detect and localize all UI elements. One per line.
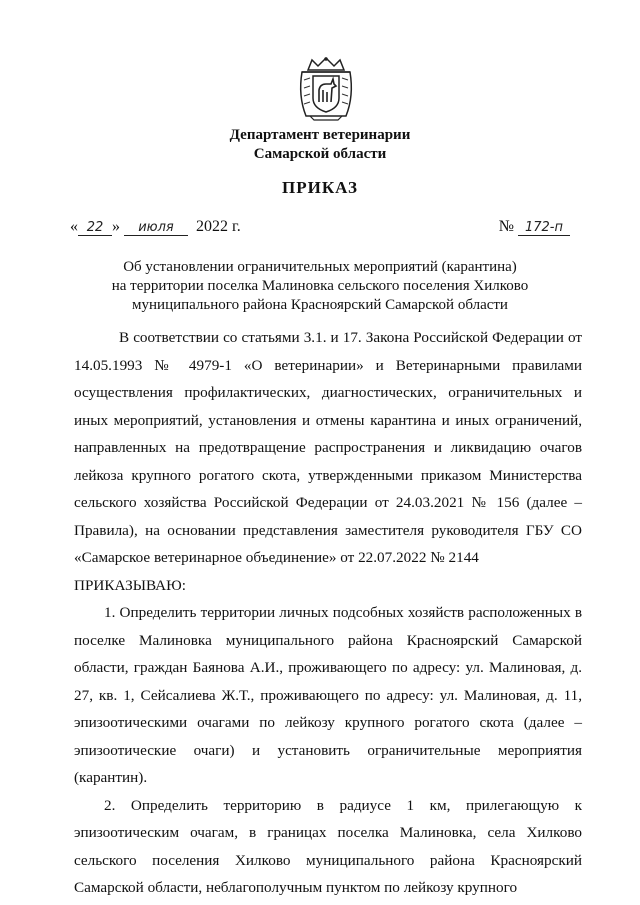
order-number — [499, 218, 570, 236]
department-line-2: Самарской области — [253, 146, 387, 162]
date-month: июля — [124, 220, 188, 236]
subject-line-2: на территории поселка Малиновка сельского поселения Хилково — [111, 278, 529, 294]
samara-coat-of-arms-icon — [296, 56, 356, 122]
date-year: 2022 г. — [196, 218, 241, 235]
date-day: 22 — [78, 220, 112, 236]
subject-line-1: Об установлении ограничительных мероприятий (карантина) — [123, 259, 517, 275]
order-item-1: 1. Определить территории личных подсобных хозяйств расположенных в поселке Малиновка муниципального района Красноярский Самарской области, граждан Баянова А.И., проживающего по адресу: ул. Малиновая, д. 27, кв. 1, Сейсалиева Ж.Т., проживающего по адресу: ул. Малиновая, д. 11, эпизоотическими очагами по лейкозу крупного рогатого скота (далее – эпизоотические очаги) и установить ограничительные мероприятия (карантин). — [74, 604, 582, 786]
order-date — [70, 218, 241, 236]
document-title: ПРИКАЗ — [282, 178, 358, 197]
order-item-2: 2. Определить территорию в радиусе 1 км, прилегающую к эпизоотическим очагам, в границах поселка Малиновка, села Хилково сельского поселения Хилково муниципального района Красноярский Самарской области, неблагополучным пунктом по лейкозу крупного — [74, 796, 582, 896]
department-line-1: Департамент ветеринарии — [229, 127, 411, 143]
subject-line-3: муниципального района Красноярский Самарской области — [132, 297, 508, 313]
order-body — [74, 324, 582, 902]
preamble-paragraph: В соответствии со статьями 3.1. и 17. Закона Российской Федерации от 14.05.1993 № 4979-1 «О ветеринарии» и Ветеринарными правилами осуществления профилактических, диагностических, ограничительных и иных мероприятий, установления и отмены карантина и иных ограничений, направленных на предотвращение распространения и ликвидацию очагов лейкоза крупного рогатого скота, утвержденными приказом Министерства сельского хозяйства Российской Федерации от 24.03.2021 № 156 (далее – Правила), на основании представления заместителя руководителя ГБУ СО «Самарское ветеринарное объединение» от 22.07.2022 № 2144 — [74, 329, 582, 566]
order-word: ПРИКАЗЫВАЮ: — [74, 576, 186, 594]
close-quote: » — [112, 218, 120, 235]
order-number-value: 172-п — [518, 220, 570, 236]
department-name — [0, 126, 640, 164]
number-sign: № — [498, 218, 514, 235]
order-subject — [0, 258, 640, 315]
date-number-line — [70, 218, 570, 238]
open-quote: « — [70, 218, 78, 235]
